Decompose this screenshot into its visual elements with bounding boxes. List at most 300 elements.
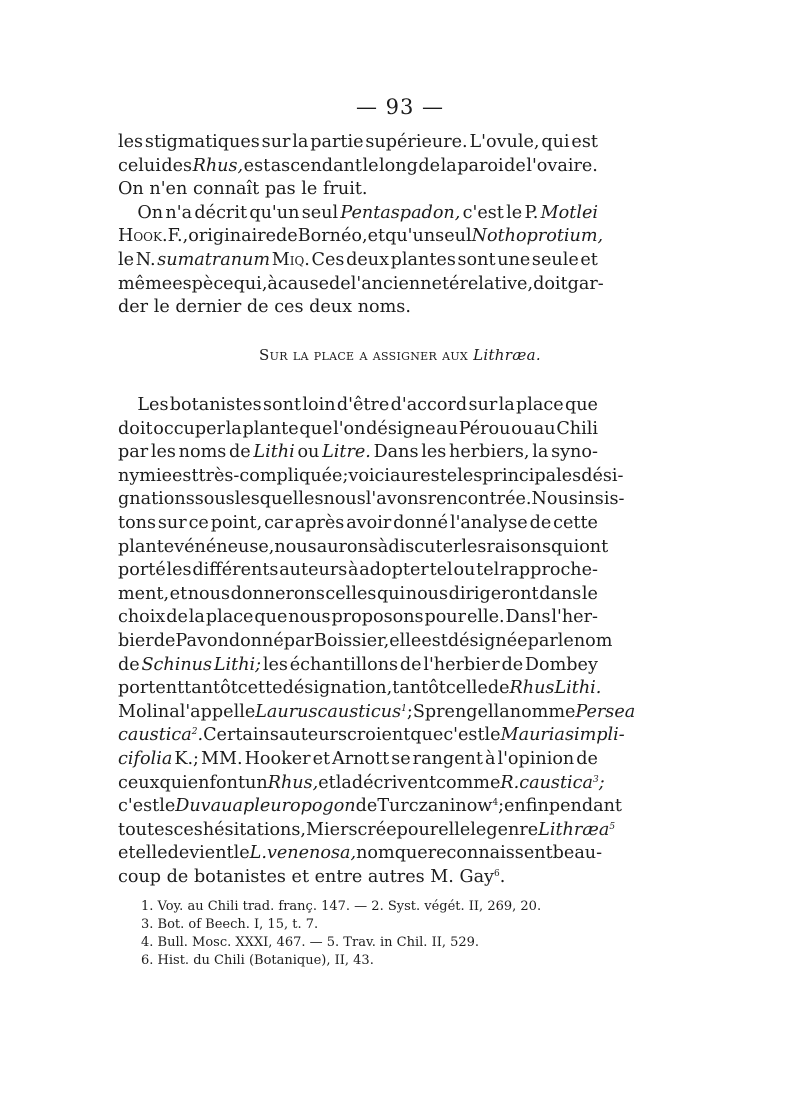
word: l'on	[333, 418, 366, 439]
word: de	[576, 748, 598, 769]
word: c'est	[118, 796, 160, 817]
word: deux	[309, 297, 353, 318]
text-line	[118, 296, 598, 320]
word: le	[470, 819, 487, 840]
word: place	[516, 395, 564, 415]
word: par	[283, 630, 314, 651]
word: K.;	[174, 748, 199, 769]
word: en	[187, 772, 210, 793]
word: sous	[194, 489, 235, 510]
word: adopter	[359, 560, 429, 581]
word: pendant	[548, 796, 622, 817]
word: rangent	[412, 748, 483, 769]
word: de	[355, 796, 378, 817]
word: Hook.	[118, 226, 168, 247]
word: noms	[178, 442, 227, 463]
word: sont	[263, 395, 302, 415]
word: ce	[188, 512, 209, 533]
word: l'ovaire.	[526, 155, 598, 176]
word: et	[169, 583, 188, 604]
word: cifolia	[118, 748, 173, 769]
word: Pavon	[175, 630, 229, 651]
word: Lithi	[253, 442, 295, 463]
word: la	[493, 701, 510, 722]
word: syno-	[551, 442, 598, 463]
word: L.	[249, 843, 267, 864]
word: voici	[348, 465, 391, 486]
word: cette	[553, 512, 598, 533]
word: qui,	[233, 273, 268, 294]
word: deux	[346, 249, 390, 270]
word: de	[153, 630, 176, 651]
text-line	[118, 795, 622, 819]
word: doit	[533, 273, 568, 294]
text-line	[118, 630, 613, 654]
word: celles	[325, 583, 377, 604]
word: toutes	[118, 819, 174, 840]
word: sont	[457, 249, 496, 270]
word: Hooker	[244, 748, 311, 769]
word: l'analyse	[449, 512, 528, 533]
word: nomme	[509, 701, 576, 722]
word: font	[209, 772, 246, 793]
word: P.	[524, 202, 539, 223]
word: Motlei	[540, 202, 598, 223]
word: de	[418, 155, 441, 176]
text-line	[118, 819, 616, 843]
word: N.	[135, 249, 156, 270]
word: le	[233, 843, 250, 864]
footnote-marker: 1	[401, 703, 407, 714]
word: Certains	[203, 725, 279, 746]
word: Molina	[118, 701, 180, 722]
word: Ces	[311, 249, 345, 270]
word: à	[348, 560, 359, 581]
word: les	[118, 132, 144, 152]
text-line	[118, 155, 598, 179]
word: donné	[228, 630, 284, 651]
heading-word: aux	[442, 346, 474, 364]
word: crée	[357, 819, 397, 840]
text-line	[118, 842, 603, 866]
word: originaire	[188, 226, 277, 247]
word: tantôt	[392, 678, 446, 699]
word: Pentaspadon,	[340, 202, 461, 223]
word: de	[276, 226, 298, 247]
word: Arnott	[332, 748, 390, 769]
text-line	[118, 748, 598, 772]
word: Schinus	[141, 654, 213, 675]
word: genre	[486, 819, 539, 840]
word: caustica$^3$;	[519, 772, 605, 793]
word: pas	[264, 179, 296, 200]
word: Pérou	[458, 418, 511, 439]
word: désignée	[447, 630, 528, 651]
word: venenosa,	[266, 843, 357, 864]
word: ascendant	[270, 155, 362, 176]
heading-word: la	[292, 346, 314, 364]
word: de	[399, 654, 422, 675]
word: Chili	[556, 418, 598, 439]
word: que	[564, 395, 598, 415]
text-line	[118, 654, 598, 678]
word: Laurus	[255, 701, 318, 722]
word: Lithi;	[213, 654, 262, 675]
heading-word: Sur	[259, 346, 293, 364]
word: R.	[500, 772, 520, 793]
word: nous	[274, 536, 317, 557]
word: botanistes	[193, 866, 286, 887]
word: Miers	[306, 819, 358, 840]
word: place	[205, 607, 254, 628]
text-line	[118, 225, 604, 249]
word: la	[335, 772, 352, 793]
word: Bornéo,	[297, 226, 368, 247]
word: principales	[482, 465, 582, 486]
word: plante	[118, 536, 175, 557]
text-line	[118, 394, 598, 418]
word: décrivent	[351, 772, 437, 793]
word: Persea	[575, 701, 636, 722]
word: pour	[424, 607, 467, 628]
word: Nous	[531, 489, 578, 510]
word: par	[527, 630, 558, 651]
word: MM.	[200, 748, 243, 769]
word: Litre.	[322, 442, 371, 463]
word: connaît	[192, 179, 260, 200]
word: le	[581, 583, 598, 604]
word: Nothoprotium,	[471, 226, 604, 247]
word: et	[367, 226, 386, 247]
word: est	[571, 132, 598, 152]
word: car	[264, 512, 293, 533]
word: les	[166, 560, 192, 581]
text-line	[118, 441, 598, 465]
word: que	[254, 607, 288, 628]
word: de	[329, 273, 351, 294]
word: elle.	[466, 607, 505, 628]
word: qui	[159, 772, 188, 793]
word: le	[118, 249, 135, 270]
word: On	[118, 179, 144, 200]
word: botanistes	[169, 395, 262, 415]
word: désignation,	[282, 678, 393, 699]
word: stigmatiques	[144, 132, 260, 152]
text-line	[118, 465, 624, 489]
word: le	[557, 630, 574, 651]
word: ces	[173, 819, 203, 840]
text-line	[118, 583, 598, 607]
word: tel	[429, 560, 453, 581]
word: auteurs	[279, 560, 348, 581]
word: M.	[430, 866, 454, 887]
heading-word: a	[359, 346, 373, 364]
word: rapproche-	[500, 560, 598, 581]
word: dernier	[175, 297, 242, 318]
word: Mauria	[500, 725, 565, 746]
word: les	[150, 442, 176, 463]
word: de	[246, 297, 269, 318]
text-line	[118, 273, 604, 297]
word: au	[436, 418, 458, 439]
word: tons	[118, 512, 157, 533]
footnote-marker: 2	[191, 727, 198, 738]
word: loin	[302, 395, 336, 415]
word: sur	[261, 132, 291, 152]
word: et	[312, 748, 331, 769]
word: ment,	[118, 583, 170, 604]
word: Dans	[373, 442, 419, 463]
word: nymie	[118, 465, 172, 486]
word: est	[243, 155, 271, 176]
word: une	[497, 249, 531, 270]
word: choix	[118, 607, 166, 628]
word: à	[484, 748, 496, 769]
word: F.,	[167, 226, 189, 247]
word: c'est	[462, 202, 504, 223]
page-number: — 93 —	[355, 95, 445, 119]
word: long	[379, 155, 418, 176]
word: au	[533, 418, 556, 439]
word: lesquelles	[234, 489, 324, 510]
word: raisons	[486, 536, 551, 557]
word: Duvaua	[175, 796, 243, 817]
word: nous	[405, 583, 449, 604]
word: l'her-	[551, 607, 598, 628]
text-line	[118, 701, 636, 725]
word: de	[118, 654, 140, 675]
word: qu'un	[385, 226, 436, 247]
word: enfin	[504, 796, 549, 817]
footnote-marker: 3	[593, 774, 599, 785]
word: elle	[438, 819, 471, 840]
word: celui	[118, 155, 161, 176]
word: partie	[310, 132, 364, 152]
word: l'opinion	[497, 748, 575, 769]
word: d'accord	[390, 395, 468, 415]
word: de	[501, 654, 524, 675]
word: Miq.	[271, 249, 310, 270]
word: l'herbier	[423, 654, 500, 675]
word: l'ancienneté	[350, 273, 460, 294]
word: elle	[135, 843, 168, 864]
text-line	[118, 866, 598, 890]
word: relative,	[459, 273, 534, 294]
footnote: 1. Voy. au Chili trad. franç. 147. — 2. Syst. végét. II, 269, 20.	[141, 899, 542, 914]
word: plante	[242, 418, 299, 439]
word: même	[118, 273, 173, 294]
word: et	[118, 843, 136, 864]
word: Dombey	[524, 654, 598, 675]
word: qu'un	[249, 202, 300, 223]
word: seule	[531, 249, 579, 270]
word: n'en	[149, 179, 188, 200]
word: de	[229, 442, 251, 463]
word: Sprengel	[412, 701, 494, 722]
word: des	[161, 155, 193, 176]
word: tel	[476, 560, 500, 581]
word: reste	[411, 465, 458, 486]
word: rencontrée.	[427, 489, 532, 510]
word: qui	[376, 583, 406, 604]
word: autres	[367, 866, 425, 887]
word: ;	[342, 465, 349, 486]
word: dési-	[581, 465, 624, 486]
word: porté	[118, 560, 166, 581]
word: les	[461, 536, 487, 557]
word: sur	[157, 512, 187, 533]
word: proposons	[331, 607, 424, 628]
footnotes	[141, 898, 541, 970]
word: seul	[435, 226, 472, 247]
word: cause	[277, 273, 330, 294]
word: der	[118, 297, 149, 318]
word: Gay$^6$.	[459, 866, 506, 887]
word: avoir	[346, 512, 392, 533]
word: Dans	[505, 607, 551, 628]
word: fruit.	[322, 179, 368, 200]
word: la	[225, 418, 242, 439]
word: qui	[541, 132, 570, 152]
footnote: 4. Bull. Mosc. XXXI, 467. — 5. Trav. in Chil. II, 529.	[141, 935, 480, 950]
word: et	[580, 249, 598, 270]
word: l'avons	[365, 489, 428, 510]
word: doit	[118, 418, 153, 439]
word: de	[504, 155, 526, 176]
text-line	[118, 131, 598, 155]
word: coup	[118, 866, 162, 887]
word: par	[118, 442, 149, 463]
word: n'a	[165, 202, 193, 223]
word: Rhus,	[192, 155, 244, 176]
word: nous	[288, 607, 331, 628]
word: se	[391, 748, 411, 769]
word: nous	[323, 489, 366, 510]
section-heading	[0, 346, 800, 364]
word: nom	[573, 630, 613, 651]
paragraph-2	[118, 394, 636, 889]
text-line	[118, 724, 625, 748]
text-line	[118, 202, 598, 226]
word: supérieure.	[365, 132, 468, 152]
word: cette	[237, 678, 283, 699]
word: Rhus,	[267, 772, 319, 793]
word: comme	[436, 772, 501, 793]
text-line	[118, 512, 598, 536]
word: nom	[356, 843, 395, 864]
word: donné	[393, 512, 449, 533]
word: c'est	[443, 725, 485, 746]
word: ou	[511, 418, 534, 439]
word: bier	[118, 630, 154, 651]
word: Rhus	[509, 678, 555, 699]
word: vénéneuse,	[174, 536, 275, 557]
word: elle	[389, 630, 422, 651]
word: et	[318, 772, 336, 793]
word: seul	[301, 202, 339, 223]
word: la	[440, 155, 457, 176]
footnote-marker: 4	[492, 798, 499, 809]
text-line	[118, 178, 598, 202]
word: On	[137, 202, 164, 223]
word: de	[166, 866, 189, 887]
word: gnations	[118, 489, 195, 510]
word: ou	[453, 560, 476, 581]
word: tantôt	[184, 678, 238, 699]
word: la	[292, 132, 309, 152]
word: hésitations,	[202, 819, 307, 840]
word: insis-	[577, 489, 625, 510]
word: ceux	[118, 772, 160, 793]
word: pleuropogon	[242, 796, 356, 817]
text-line	[118, 772, 605, 796]
word: est	[421, 630, 448, 651]
text-line	[118, 536, 609, 560]
word: sumatranum	[157, 249, 271, 270]
heading-word: place	[313, 346, 360, 364]
word: beau-	[552, 843, 603, 864]
word: au	[390, 465, 412, 486]
word: que	[299, 418, 333, 439]
word: discuter	[388, 536, 462, 557]
word: occuper	[153, 418, 225, 439]
word: causticus$^1$	[317, 701, 407, 722]
paragraph-1	[118, 131, 604, 320]
word: la	[498, 395, 515, 415]
footnote-marker: 6	[494, 868, 500, 879]
word: plantes	[390, 249, 456, 270]
word: sur	[468, 395, 498, 415]
word: auteurs	[278, 725, 347, 746]
word: ces	[274, 297, 304, 318]
word: caustica$^2$.	[118, 725, 204, 746]
word: point,	[210, 512, 263, 533]
word: dirigeront	[448, 583, 539, 604]
text-line	[118, 249, 598, 273]
word: Lithi.	[554, 678, 602, 699]
word: décrit	[194, 202, 248, 223]
word: gar-	[567, 273, 604, 294]
text-line	[118, 418, 598, 442]
word: ont	[579, 536, 609, 557]
word: à	[377, 536, 389, 557]
heading-word: Lithræa.	[473, 346, 541, 364]
word: très-compliquée	[198, 465, 343, 486]
word: de	[487, 678, 510, 699]
footnote: 3. Bot. of Beech. I, 15, t. 7.	[141, 917, 319, 932]
word: reconnaissent	[427, 843, 553, 864]
word: les	[421, 442, 447, 463]
word: le	[153, 297, 170, 318]
word: que	[394, 843, 428, 864]
word: le	[484, 725, 501, 746]
word: devient	[167, 843, 234, 864]
word: après	[294, 512, 345, 533]
word: herbiers,	[449, 442, 530, 463]
word: ;	[406, 701, 413, 722]
word: donnerons	[230, 583, 325, 604]
word: différents	[192, 560, 279, 581]
word: le	[506, 202, 523, 223]
word: paroi	[457, 155, 504, 176]
word: dans	[539, 583, 582, 604]
word: un	[245, 772, 268, 793]
word: celle	[445, 678, 488, 699]
word: que	[410, 725, 444, 746]
word: Boissier,	[313, 630, 390, 651]
word: ou	[297, 442, 320, 463]
word: l'appelle	[179, 701, 256, 722]
